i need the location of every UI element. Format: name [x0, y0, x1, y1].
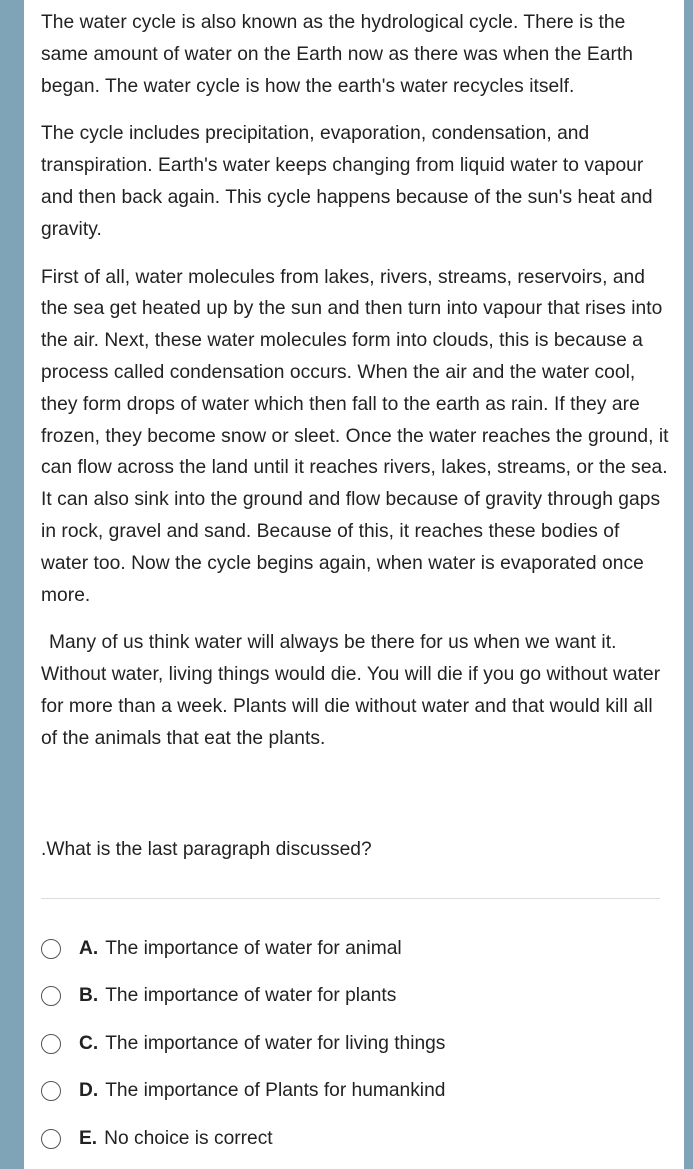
- radio-button-c[interactable]: [41, 1034, 61, 1054]
- choice-letter: D.: [79, 1080, 99, 1102]
- choice-label: The importance of water for animal: [105, 937, 402, 959]
- reading-passage: [41, 7, 671, 771]
- choice-letter: C.: [79, 1032, 99, 1054]
- choice-letter: B.: [79, 985, 99, 1007]
- passage-paragraph-3: First of all, water molecules from lakes, rivers, streams, reservoirs, and the sea get heated up by the sun and then turn into vapour that rises into the air. Next, these water molecules form into clouds, this is because a process called condensation occurs. When the air and the water cool, they form drops of water which then fall to the earth as rain. If they are frozen, they become snow or sleet. Once the water reaches the ground, it can flow across the land until it reaches rivers, lakes, streams, or the sea. It can also sink into the ground and flow because of gravity through gaps in rock, gravel and sand. Because of this, it reaches these bodies of water too. Now the cycle begins again, when water is evaporated once more.: [41, 266, 669, 606]
- divider: [41, 898, 660, 899]
- choice-label: The importance of water for plants: [105, 985, 397, 1007]
- choice-d[interactable]: [41, 1068, 671, 1116]
- radio-button-d[interactable]: [41, 1081, 61, 1101]
- question-text: .What is the last paragraph discussed?: [41, 839, 372, 860]
- choice-a[interactable]: [41, 925, 671, 973]
- radio-button-e[interactable]: [41, 1129, 61, 1149]
- passage-paragraph-1: The water cycle is also known as the hydrological cycle. There is the same amount of water on the Earth now as there was when the Earth began. The water cycle is how the earth's water recycles itself.: [41, 12, 633, 97]
- choice-e[interactable]: [41, 1115, 671, 1163]
- radio-button-b[interactable]: [41, 986, 61, 1006]
- question-panel: [24, 0, 684, 1169]
- choice-letter: E.: [79, 1127, 98, 1149]
- choice-letter: A.: [79, 937, 99, 959]
- choice-label: The importance of water for living things: [105, 1032, 446, 1054]
- radio-button-a[interactable]: [41, 939, 61, 959]
- choice-label: No choice is correct: [104, 1127, 273, 1149]
- answer-choices: [41, 925, 671, 1163]
- passage-paragraph-4: Many of us think water will always be there for us when we want it. Without water, living things would die. You will die if you go without water for more than a week. Plants will die without water and that would kill all of the animals that eat the plants.: [41, 632, 661, 749]
- choice-label: The importance of Plants for humankind: [105, 1080, 446, 1102]
- choice-c[interactable]: [41, 1020, 671, 1068]
- passage-paragraph-2: The cycle includes precipitation, evaporation, condensation, and transpiration. Earth's water keeps changing from liquid water to vapour and then back again. This cycle happens because of the sun's heat and gravity.: [41, 123, 653, 240]
- choice-b[interactable]: [41, 973, 671, 1021]
